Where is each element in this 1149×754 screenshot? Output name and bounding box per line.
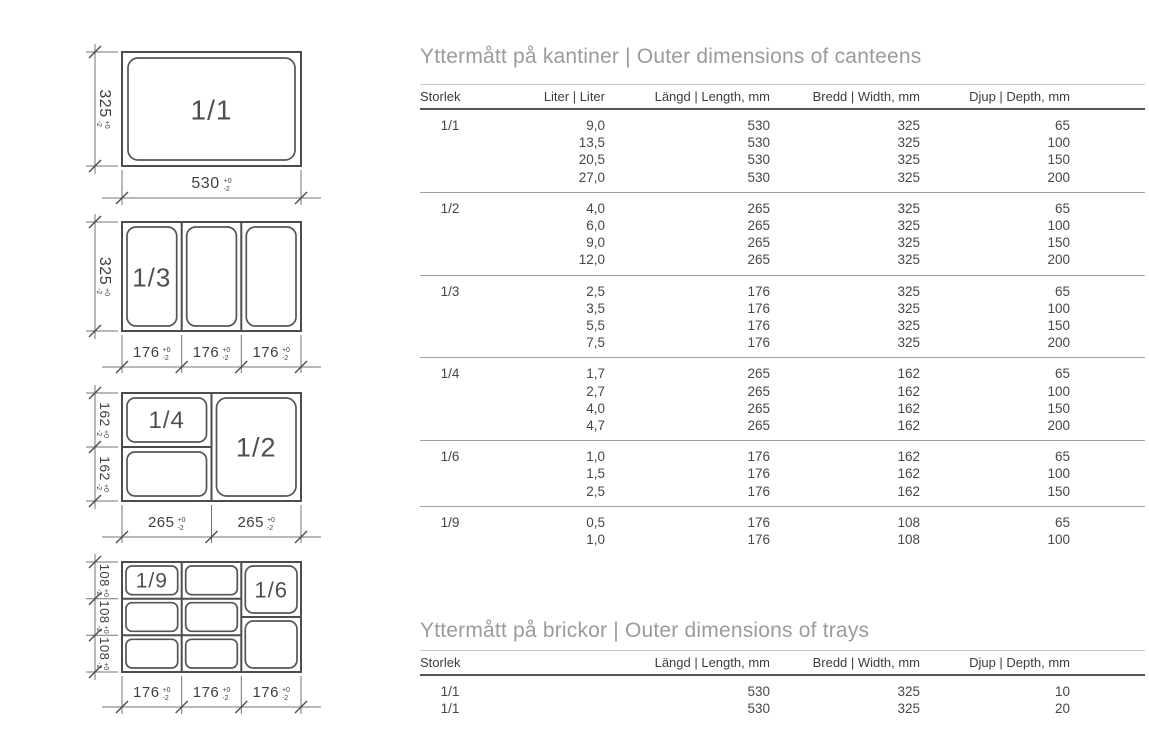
value-cell: 325 [897,152,920,168]
value-cell: 176 [747,483,770,499]
value-cell: 150 [1047,318,1070,334]
pan-label: 1/9 [135,569,168,593]
value-cell: 325 [897,118,920,133]
value-cell: 150 [1047,152,1070,168]
table-row [420,334,1145,358]
pad-cell [1070,217,1145,234]
value-cell: 162 [897,449,920,465]
column-header-pad [1070,85,1145,110]
value-cell: 530 [747,135,770,151]
table-row [420,417,1145,441]
value-cell: 176 [747,466,770,482]
value-cell: 176 [747,300,770,316]
value-cell: 13,5 [578,135,605,151]
canteens-title: Yttermått på kantiner | Outer dimensions of canteens [420,45,922,68]
size-cell [420,217,480,234]
pan-inner [246,227,296,326]
value-cell: 65 [1054,514,1070,530]
value-cell: 325 [897,169,920,185]
pan-inner [126,639,178,668]
diagram-gn-14-12 [78,380,328,552]
pad-cell [1070,334,1145,358]
header-row [420,651,1145,676]
value-cell: 0,5 [586,514,605,530]
value-cell: 2,7 [586,383,605,399]
dimension-label-height: $162^{+0}-2$ [95,402,113,438]
trays-table-header [420,651,1145,676]
value-cell: 200 [1047,252,1070,268]
value-cell: 100 [1047,300,1070,316]
size-cell: 1/4 [440,366,460,382]
table-row [420,483,1145,507]
value-cell: 162 [897,466,920,482]
size-cell [420,417,480,441]
value-cell: 7,5 [586,335,605,351]
value-cell: 265 [747,235,770,251]
pad-cell [1070,317,1145,334]
value-cell: 325 [897,218,920,234]
value-cell: 1,0 [586,532,605,548]
table-row [420,465,1145,482]
pan-label: 1/2 [235,432,277,463]
value-cell: 100 [1047,466,1070,482]
value-cell: 1,0 [586,449,605,465]
value-cell: 4,0 [586,400,605,416]
value-cell: 176 [747,318,770,334]
size-group [420,192,1145,275]
size-cell: 1/6 [440,449,460,465]
pan-label: 1/3 [132,262,172,293]
pad-cell [1070,465,1145,482]
value-cell: 4,0 [586,200,605,216]
value-cell: 4,7 [586,418,605,434]
pad-cell [1070,134,1145,151]
size-cell: 1/9 [440,514,460,530]
pad-cell [1070,483,1145,507]
pan-inner [186,566,238,595]
pan-label: 1/4 [148,407,185,434]
dimension-label-width: 176 $^{+0}$ -2 [192,684,231,702]
value-cell: 162 [897,418,920,434]
size-cell [420,151,480,168]
size-cell [420,531,480,554]
dimension-label-width: 176 $^{+0}$ -2 [192,344,231,362]
dimension-label-height: $108^{+0}-2$ [95,563,112,597]
value-cell: 162 [897,383,920,399]
value-cell: 150 [1047,235,1070,251]
size-cell: 1/3 [440,283,460,299]
pad-cell [1070,531,1145,554]
size-cell [420,169,480,193]
value-cell: 162 [897,366,920,382]
value-cell: 265 [747,383,770,399]
pan-label: 1/6 [254,577,288,603]
dimension-label-width: 265 $^{+0}$ -2 [237,514,275,532]
table-row [420,675,1145,700]
table-row [420,317,1145,334]
column-header: Bredd | Width, mm [770,85,920,110]
size-cell [420,317,480,334]
value-cell: 65 [1054,118,1070,133]
value-cell: 265 [747,252,770,268]
diagram-gn-1-3 [78,205,328,387]
header-row [420,85,1145,110]
value-cell: 325 [897,135,920,151]
value-cell: 3,5 [586,300,605,316]
table-row [420,700,1145,723]
size-cell: 1/1 [440,118,460,133]
table-row [420,400,1145,417]
value-cell: 176 [747,283,770,299]
value-cell: 325 [897,252,920,268]
table-row [420,358,1145,383]
trays-title: Yttermått på brickor | Outer dimensions of trays [420,619,870,642]
table-row [420,151,1145,168]
canteens-table-header [420,85,1145,110]
value-cell: 325 [897,701,920,717]
dimension-label-width: 530 $^{+0}$ -2 [191,175,232,193]
table-row [420,234,1145,251]
pan-label: 1/1 [190,94,233,126]
value-cell: 27,0 [578,169,605,185]
size-cell: 1/1 [440,684,460,699]
size-cell [420,334,480,358]
value-cell: 162 [897,400,920,416]
dimension-label-width: 176 $^{+0}$ -2 [133,344,171,362]
pad-cell [1070,400,1145,417]
value-cell: 100 [1047,218,1070,234]
pad-cell [1070,300,1145,317]
table-row [420,441,1145,466]
pan-inner [186,639,238,668]
value-cell: 108 [897,514,920,530]
value-cell: 100 [1047,135,1070,151]
value-cell: 100 [1047,383,1070,399]
size-cell: 1/2 [440,200,460,216]
value-cell: 265 [747,400,770,416]
pan-inner [126,603,178,632]
pan-inner [245,621,297,668]
value-cell: 6,0 [586,218,605,234]
pad-cell [1070,169,1145,193]
pad-cell [1070,109,1145,134]
size-group [420,358,1145,441]
value-cell: 65 [1054,449,1070,465]
pad-cell [1070,151,1145,168]
value-cell: 10 [1054,684,1070,699]
value-cell: 325 [897,235,920,251]
value-cell: 325 [897,300,920,316]
pad-cell [1070,275,1145,300]
value-cell: 176 [747,532,770,548]
value-cell: 65 [1054,200,1070,216]
value-cell: 20,5 [578,152,605,168]
trays-table [420,650,1145,723]
value-cell: 150 [1047,483,1070,499]
value-cell: 9,0 [586,118,605,133]
value-cell: 162 [897,483,920,499]
size-cell [420,465,480,482]
column-header: Storlek [420,651,480,676]
value-cell: 2,5 [586,283,605,299]
size-group [420,275,1145,358]
value-cell: 530 [747,169,770,185]
pad-cell [1070,251,1145,275]
size-cell [420,400,480,417]
value-cell: 150 [1047,400,1070,416]
column-header: Längd | Length, mm [605,85,770,110]
table-row [420,109,1145,134]
dimension-label-height: $325^{+0}-2$ [95,89,113,129]
value-cell: 176 [747,449,770,465]
table-row [420,217,1145,234]
pan-inner [186,603,238,632]
table-row [420,192,1145,217]
value-cell: 108 [897,532,920,548]
value-cell: 530 [747,684,770,699]
value-cell: 325 [897,684,920,699]
table-row [420,134,1145,151]
pan-inner [127,452,207,496]
value-cell: 200 [1047,335,1070,351]
table-row [420,383,1145,400]
value-cell: 176 [747,335,770,351]
value-cell: 265 [747,418,770,434]
column-header: Liter | Liter [480,85,605,110]
size-cell [420,134,480,151]
size-cell: 1/1 [440,701,460,717]
table-row [420,275,1145,300]
size-group [420,109,1145,192]
value-cell: 325 [897,318,920,334]
dimension-label-height: $162^{+0}-2$ [95,456,113,492]
value-cell: 530 [747,152,770,168]
table-row [420,531,1145,554]
diagram-gn-1-1 [78,38,328,210]
value-cell: 265 [747,366,770,382]
value-cell: 200 [1047,418,1070,434]
value-cell: 325 [897,283,920,299]
pad-cell [1070,675,1145,700]
size-cell [420,300,480,317]
content-area [420,0,1149,754]
table-row [420,300,1145,317]
value-cell: 65 [1054,366,1070,382]
size-group [420,506,1145,554]
size-cell [420,483,480,507]
column-header: Djup | Depth, mm [920,651,1070,676]
pad-cell [1070,192,1145,217]
dimension-label-width: 176 $^{+0}$ -2 [252,684,290,702]
value-cell: 265 [747,218,770,234]
pad-cell [1070,417,1145,441]
value-cell: 265 [747,200,770,216]
column-header: Djup | Depth, mm [920,85,1070,110]
table-row [420,169,1145,193]
value-cell: 9,0 [586,235,605,251]
pad-cell [1070,234,1145,251]
value-cell: 2,5 [586,483,605,499]
size-cell [420,383,480,400]
size-cell [420,251,480,275]
value-cell: 530 [747,118,770,133]
pad-cell [1070,358,1145,383]
value-cell: 20 [1054,701,1070,717]
column-header-pad [1070,651,1145,676]
size-group [420,675,1145,723]
column-header: Storlek [420,85,480,110]
value-cell: 176 [747,514,770,530]
value-cell: 325 [897,200,920,216]
canteens-table [420,84,1145,554]
dimension-label-width: 176 $^{+0}$ -2 [252,344,290,362]
column-header: Bredd | Width, mm [770,651,920,676]
size-group [420,441,1145,507]
column-header: Längd | Length, mm [480,651,770,676]
pad-cell [1070,383,1145,400]
diagram-gn-19-16 [78,548,328,736]
pad-cell [1070,700,1145,723]
pad-cell [1070,441,1145,466]
pad-cell [1070,506,1145,531]
value-cell: 325 [897,335,920,351]
dimension-label-width: 176 $^{+0}$ -2 [133,684,171,702]
size-cell [420,234,480,251]
dimension-label-height: $325^{+0}-2$ [95,256,113,297]
value-cell: 1,5 [586,466,605,482]
dimension-label-width: 265 $^{+0}$ -2 [147,514,186,532]
value-cell: 1,7 [586,366,605,382]
table-row [420,506,1145,531]
dimension-label-height: $108^{+0}-2$ [95,637,112,671]
value-cell: 200 [1047,169,1070,185]
pan-inner [187,227,237,326]
value-cell: 65 [1054,283,1070,299]
dimension-label-height: $108^{+0}-2$ [95,600,112,634]
value-cell: 100 [1047,532,1070,548]
table-row [420,251,1145,275]
value-cell: 530 [747,701,770,717]
value-cell: 12,0 [578,252,605,268]
value-cell: 5,5 [586,318,605,334]
